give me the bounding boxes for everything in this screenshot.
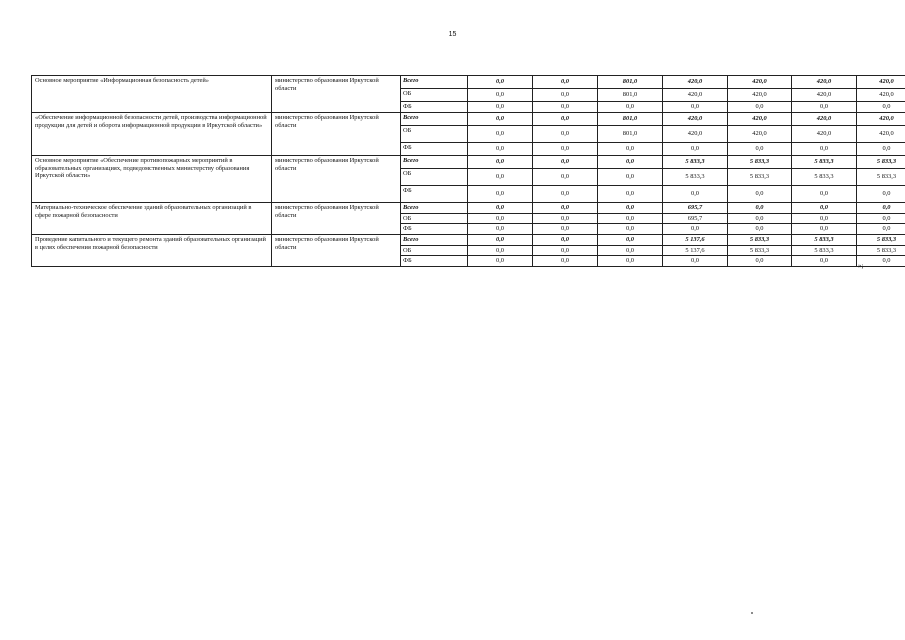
funding-source-cell: ОБ (401, 213, 468, 224)
amount-cell: 801,0 (598, 126, 663, 143)
amount-cell: 0,0 (533, 224, 598, 235)
funding-source-cell: ОБ (401, 169, 468, 186)
amount-cell: 695,7 (663, 213, 728, 224)
funding-source-cell: Всего (401, 156, 468, 169)
amount-cell: 0,0 (792, 186, 857, 203)
amount-cell: 0,0 (857, 256, 905, 267)
amount-cell: 0,0 (468, 213, 533, 224)
amount-cell: 0,0 (857, 203, 905, 214)
amount-cell: 420,0 (857, 76, 905, 89)
amount-cell: 0,0 (533, 213, 598, 224)
amount-cell: 0,0 (598, 186, 663, 203)
amount-cell: 420,0 (663, 113, 728, 126)
amount-cell: 0,0 (663, 256, 728, 267)
table-row (32, 235, 905, 246)
amount-cell: 420,0 (728, 89, 792, 102)
measure-name-cell: «Обеспечение информационной безопасности детей, производства информационной продукции для детей и оборота информационной продукции в Иркутской области» (32, 113, 272, 156)
amount-cell: 0,0 (598, 213, 663, 224)
funding-source-cell: ОБ (401, 89, 468, 102)
amount-cell: 0,0 (533, 235, 598, 246)
amount-cell: 420,0 (728, 76, 792, 89)
amount-cell: 0,0 (468, 102, 533, 113)
amount-cell: 0,0 (792, 213, 857, 224)
amount-cell: 0,0 (663, 102, 728, 113)
amount-cell: 0,0 (598, 156, 663, 169)
funding-source-cell: ФБ (401, 224, 468, 235)
amount-cell: 0,0 (857, 102, 905, 113)
amount-cell: 5 833,3 (792, 169, 857, 186)
amount-cell: 0,0 (533, 245, 598, 256)
amount-cell: 0,0 (598, 203, 663, 214)
amount-cell: 5 833,3 (857, 169, 905, 186)
amount-cell: 0,0 (598, 256, 663, 267)
amount-cell: 0,0 (468, 126, 533, 143)
closing-quote-mark: »; (858, 262, 864, 270)
page-number: 15 (448, 31, 457, 38)
amount-cell: 0,0 (792, 256, 857, 267)
amount-cell: 5 833,3 (728, 235, 792, 246)
amount-cell: 0,0 (533, 89, 598, 102)
amount-cell: 420,0 (857, 89, 905, 102)
measure-name-cell: Основное мероприятие «Информационная безопасность детей» (32, 76, 272, 113)
amount-cell: 0,0 (533, 102, 598, 113)
table-row (32, 203, 905, 214)
amount-cell: 0,0 (468, 256, 533, 267)
amount-cell: 5 833,3 (663, 169, 728, 186)
amount-cell: 420,0 (728, 126, 792, 143)
amount-cell: 0,0 (728, 213, 792, 224)
funding-source-cell: Всего (401, 203, 468, 214)
amount-cell: 0,0 (728, 224, 792, 235)
amount-cell: 5 833,3 (728, 245, 792, 256)
amount-cell: 0,0 (728, 102, 792, 113)
amount-cell: 5 833,3 (792, 245, 857, 256)
amount-cell: 0,0 (598, 245, 663, 256)
amount-cell: 0,0 (598, 143, 663, 156)
amount-cell: 0,0 (468, 245, 533, 256)
amount-cell: 5 833,3 (663, 156, 728, 169)
measure-name-cell: Основное мероприятие «Обеспечение противопожарных мероприятий в образовательных организациях, подведомственных министерству образования Иркутской области» (32, 156, 272, 203)
funding-source-cell: ОБ (401, 245, 468, 256)
funding-source-cell: Всего (401, 235, 468, 246)
amount-cell: 0,0 (468, 156, 533, 169)
amount-cell: 0,0 (468, 169, 533, 186)
funding-source-cell: Всего (401, 113, 468, 126)
amount-cell: 420,0 (857, 113, 905, 126)
amount-cell: 0,0 (598, 102, 663, 113)
funding-source-cell: Всего (401, 76, 468, 89)
amount-cell: 0,0 (598, 235, 663, 246)
amount-cell: 0,0 (857, 213, 905, 224)
amount-cell: 420,0 (792, 76, 857, 89)
amount-cell: 420,0 (792, 126, 857, 143)
amount-cell: 0,0 (792, 102, 857, 113)
amount-cell: 0,0 (533, 203, 598, 214)
amount-cell: 5 833,3 (728, 169, 792, 186)
amount-cell: 0,0 (533, 169, 598, 186)
amount-cell: 0,0 (857, 186, 905, 203)
amount-cell: 0,0 (663, 186, 728, 203)
amount-cell: 0,0 (792, 203, 857, 214)
amount-cell: 0,0 (598, 224, 663, 235)
amount-cell: 0,0 (533, 156, 598, 169)
amount-cell: 0,0 (533, 256, 598, 267)
amount-cell: 0,0 (728, 186, 792, 203)
amount-cell: 0,0 (792, 224, 857, 235)
executor-cell: министерство образования Иркутской области (272, 113, 401, 156)
amount-cell: 0,0 (533, 76, 598, 89)
amount-cell: 0,0 (468, 143, 533, 156)
amount-cell: 801,0 (598, 113, 663, 126)
amount-cell: 5 833,3 (792, 156, 857, 169)
amount-cell: 420,0 (792, 89, 857, 102)
amount-cell: 0,0 (533, 186, 598, 203)
amount-cell: 0,0 (857, 224, 905, 235)
amount-cell: 0,0 (533, 126, 598, 143)
amount-cell: 0,0 (728, 143, 792, 156)
amount-cell: 0,0 (533, 113, 598, 126)
amount-cell: 420,0 (792, 113, 857, 126)
amount-cell: 0,0 (468, 186, 533, 203)
funding-source-cell: ФБ (401, 102, 468, 113)
amount-cell: 0,0 (598, 169, 663, 186)
amount-cell: 801,0 (598, 76, 663, 89)
amount-cell: 5 833,3 (792, 235, 857, 246)
amount-cell: 420,0 (663, 76, 728, 89)
table-row (32, 76, 905, 89)
executor-cell: министерство образования Иркутской области (272, 235, 401, 267)
amount-cell: 5 833,3 (857, 235, 905, 246)
executor-cell: министерство образования Иркутской области (272, 203, 401, 235)
amount-cell: 0,0 (857, 143, 905, 156)
amount-cell: 420,0 (857, 126, 905, 143)
amount-cell: 0,0 (728, 256, 792, 267)
amount-cell: 0,0 (468, 76, 533, 89)
funding-source-cell: ФБ (401, 143, 468, 156)
executor-cell: министерство образования Иркутской области (272, 156, 401, 203)
amount-cell: 0,0 (533, 143, 598, 156)
amount-cell: 5 833,3 (857, 245, 905, 256)
scan-dot (751, 612, 753, 614)
amount-cell: 5 833,3 (728, 156, 792, 169)
measure-name-cell: Проведение капитального и текущего ремонта зданий образовательных организаций в целях обеспечения пожарной безопасности (32, 235, 272, 267)
budget-table (31, 75, 905, 267)
amount-cell: 0,0 (663, 224, 728, 235)
amount-cell: 420,0 (663, 89, 728, 102)
amount-cell: 420,0 (728, 113, 792, 126)
measure-name-cell: Материально-техническое обеспечение зданий образовательных организаций в сфере пожарной безопасности (32, 203, 272, 235)
amount-cell: 0,0 (663, 143, 728, 156)
amount-cell: 695,7 (663, 203, 728, 214)
funding-source-cell: ОБ (401, 126, 468, 143)
amount-cell: 5 137,6 (663, 245, 728, 256)
amount-cell: 0,0 (468, 113, 533, 126)
funding-source-cell: ФБ (401, 256, 468, 267)
amount-cell: 0,0 (468, 224, 533, 235)
amount-cell: 420,0 (663, 126, 728, 143)
amount-cell: 5 833,3 (857, 156, 905, 169)
funding-source-cell: ФБ (401, 186, 468, 203)
amount-cell: 0,0 (468, 203, 533, 214)
amount-cell: 801,0 (598, 89, 663, 102)
amount-cell: 5 137,6 (663, 235, 728, 246)
executor-cell: министерство образования Иркутской области (272, 76, 401, 113)
table-row (32, 156, 905, 169)
amount-cell: 0,0 (792, 143, 857, 156)
table-row (32, 113, 905, 126)
amount-cell: 0,0 (468, 235, 533, 246)
amount-cell: 0,0 (468, 89, 533, 102)
amount-cell: 0,0 (728, 203, 792, 214)
